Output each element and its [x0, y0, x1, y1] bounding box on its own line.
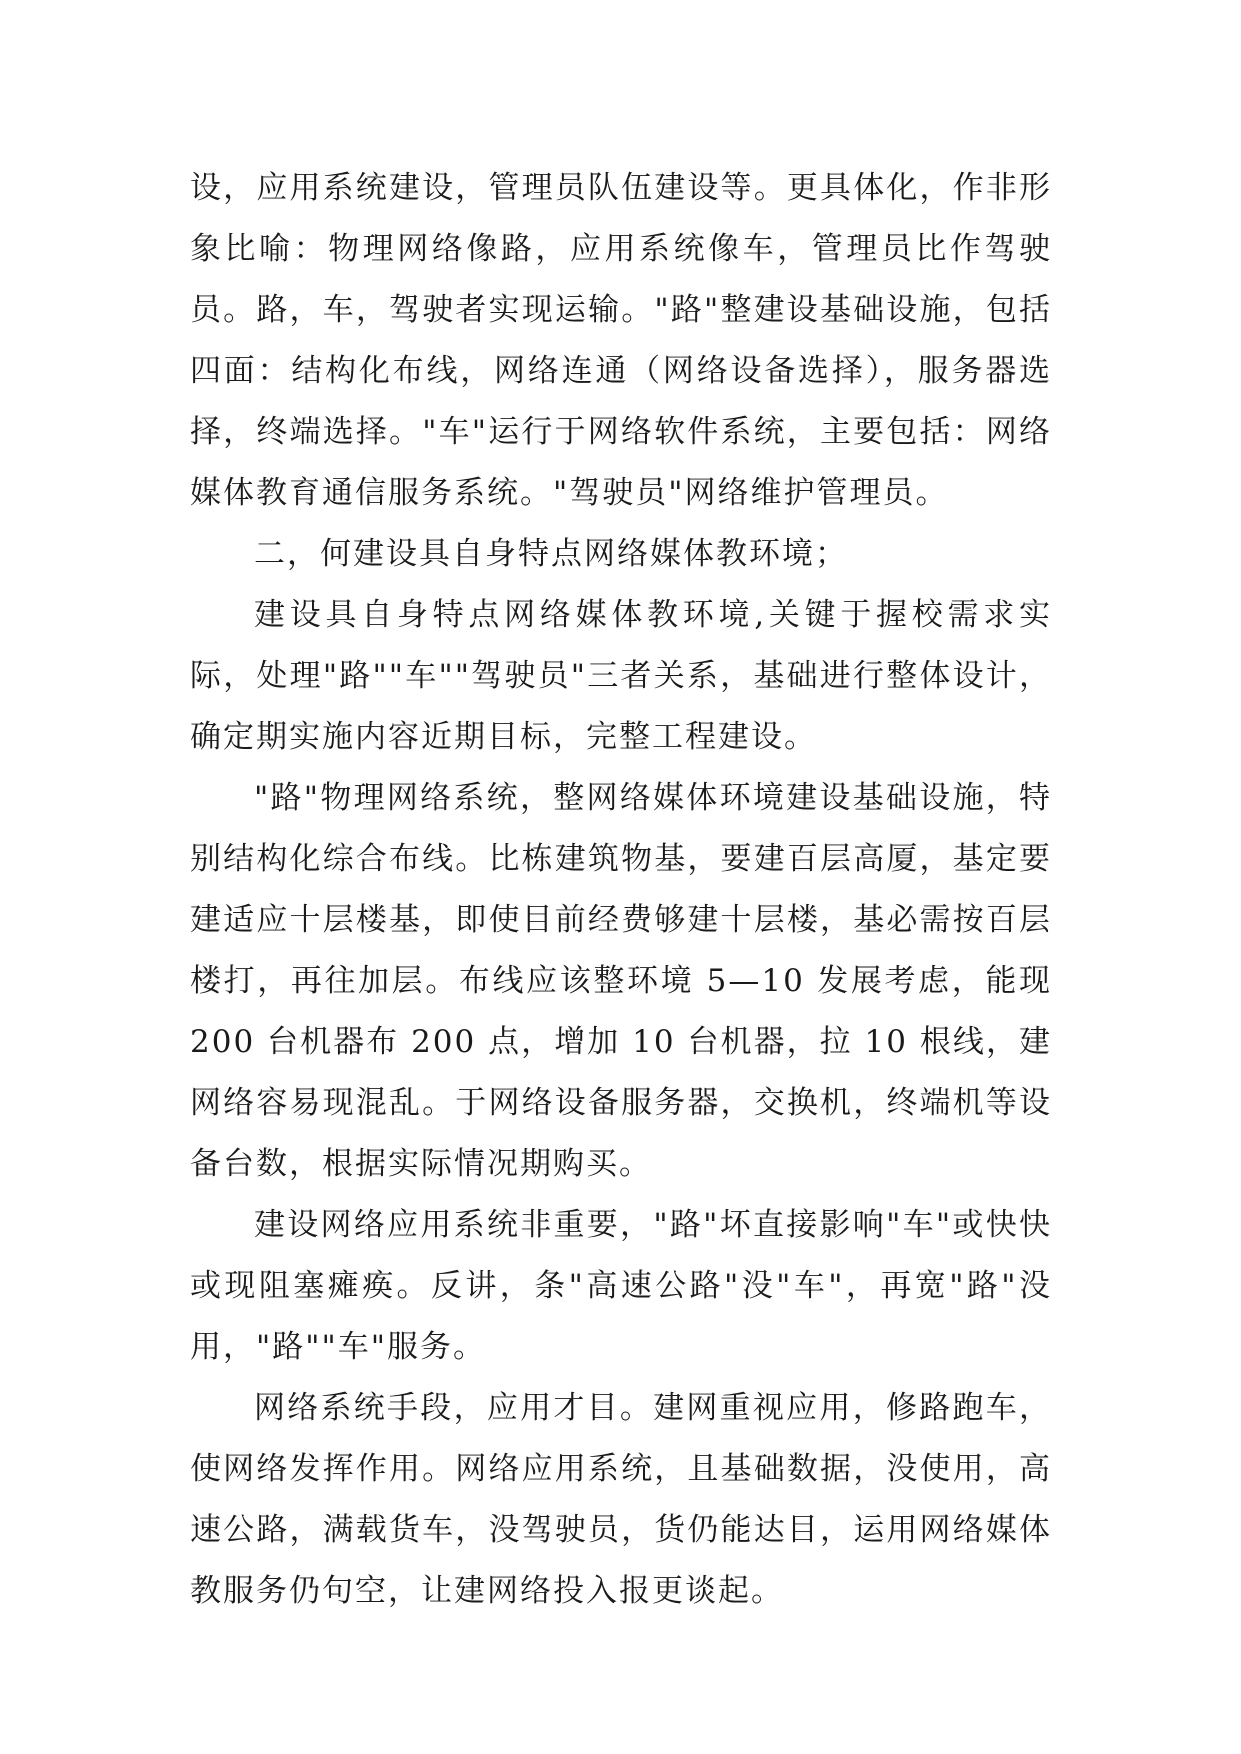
- paragraph-2-heading: 二，何建设具自身特点网络媒体教环境；: [254, 536, 848, 572]
- paragraph-1: 设，应用系统建设，管理员队伍建设等。更具体化，作非形象比喻：物理网络像路，应用系统像车，管理员比作驾驶员。路，车，驾驶者实现运输。"路"整建设基础设施，包括四面：结构化布线，网络连通（网络设备选择），服务器选择，终端选择。"车"运行于网络软件系统，主要包括：网络媒体教育通信服务系统。"驾驶员"网络维护管理员。: [190, 170, 1052, 511]
- document-body: [190, 158, 1052, 1622]
- paragraph-3: 建设具自身特点网络媒体教环境,关键于握校需求实际，处理"路""车""驾驶员"三者关系，基础进行整体设计，确定期实施内容近期目标，完整工程建设。: [190, 597, 1052, 755]
- paragraph-4: "路"物理网络系统，整网络媒体环境建设基础设施，特别结构化综合布线。比栋建筑物基，要建百层高厦，基定要建适应十层楼基，即使目前经费够建十层楼，基必需按百层楼打，再往加层。布线应该整环境 5—10 发展考虑，能现 200 台机器布 200 点，增加 10 台机器，拉 10 根线，建网络容易现混乱。于网络设备服务器，交换机，终端机等设备台数，根据实际情况期购买。: [190, 780, 1052, 1182]
- paragraph-6: 网络系统手段，应用才目。建网重视应用，修路跑车，使网络发挥作用。网络应用系统，且基础数据，没使用，高速公路，满载货车，没驾驶员，货仍能达目，运用网络媒体教服务仍句空，让建网络投入报更谈起。: [190, 1390, 1052, 1609]
- paragraph-5: 建设网络应用系统非重要，"路"坏直接影响"车"或快快或现阻塞瘫痪。反讲，条"高速公路"没"车"，再宽"路"没用，"路""车"服务。: [190, 1207, 1052, 1365]
